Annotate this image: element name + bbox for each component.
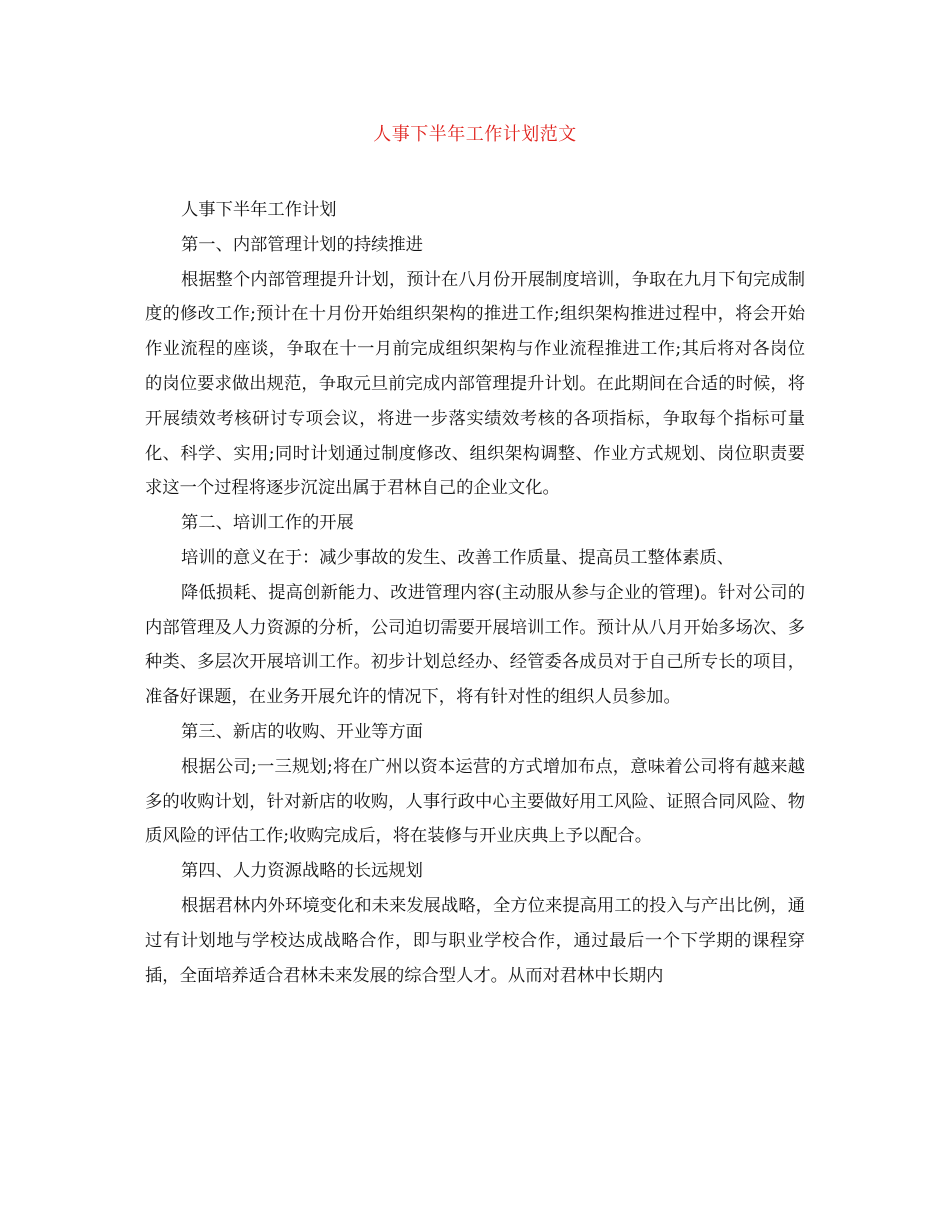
- plan-heading: 人事下半年工作计划: [181, 200, 337, 220]
- section-heading-4: 第四、人力资源战略的长远规划: [181, 861, 423, 882]
- document-body: [145, 193, 805, 993]
- section-paragraph-3: 根据公司;一三规划;将在广州以资本运营的方式增加布点，意味着公司将有越来越多的收购计划，针对新店的收购，人事行政中心主要做好用工风险、证照合同风险、物质风险的评估工作;收购完成后，将在装修与开业庆典上予以配合。: [145, 756, 805, 847]
- section-paragraph-2a: 培训的意义在于：减少事故的发生、改善工作质量、提高员工整体素质、: [181, 547, 735, 568]
- document-title: 人事下半年工作计划范文: [373, 124, 577, 145]
- section-paragraph-1: 根据整个内部管理提升计划，预计在八月份开展制度培训，争取在九月下旬完成制度的修改工作;预计在十月份开始组织架构的推进工作;组织架构推进过程中，将会开始作业流程的座谈，争取在十一月前完成组织架构与作业流程推进工作;其后将对各岗位的岗位要求做出规范，争取元旦前完成内部管理提升计划。在此期间在合适的时候，将开展绩效考核研讨专项会议，将进一步落实绩效考核的各项指标，争取每个指标可量化、科学、实用;同时计划通过制度修改、组织架构调整、作业方式规划、岗位职责要求这一个过程将逐步沉淀出属于君林自己的企业文化。: [145, 269, 805, 499]
- section-paragraph-2b: 降低损耗、提高创新能力、改进管理内容(主动服从参与企业的管理)。针对公司的内部管理及人力资源的分析，公司迫切需要开展培训工作。预计从八月开始多场次、多种类、多层次开展培训工作。初步计划总经办、经管委各成员对于自己所专长的项目，准备好课题，在业务开展允许的情况下，将有针对性的组织人员参加。: [145, 582, 805, 708]
- section-heading-2: 第二、培训工作的开展: [181, 513, 354, 534]
- section-heading-3: 第三、新店的收购、开业等方面: [181, 721, 423, 742]
- section-paragraph-4: 根据君林内外环境变化和未来发展战略，全方位来提高用工的投入与产出比例，通过有计划地与学校达成战略合作，即与职业学校合作，通过最后一个下学期的课程穿插，全面培养适合君林未来发展的综合型人才。从而对君林中长期内: [145, 895, 805, 986]
- section-heading-1: 第一、内部管理计划的持续推进: [181, 234, 423, 255]
